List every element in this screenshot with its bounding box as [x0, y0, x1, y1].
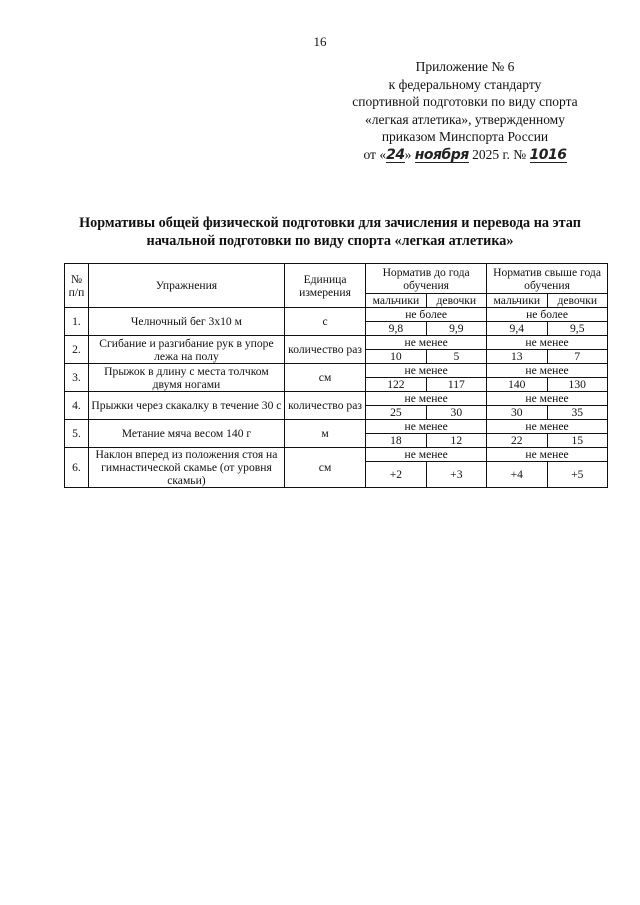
date-mid: »: [404, 146, 412, 162]
header-boys-after: мальчики: [487, 294, 547, 308]
row-exercise: Наклон вперед из положения стоя на гимнастической скамье (от уровня скамьи): [88, 448, 284, 488]
header-unit: Единица измерения: [284, 264, 365, 308]
row-condition-before: не менее: [366, 420, 487, 434]
table-row: [65, 308, 608, 322]
row-exercise: Сгибание и разгибание рук в упоре лежа на полу: [88, 336, 284, 364]
appendix-line-5: приказом Минспорта России: [381, 129, 549, 144]
row-condition-before: не менее: [366, 392, 487, 406]
value-girls-before: 5: [426, 350, 486, 364]
row-unit: с: [284, 308, 365, 336]
appendix-line-3: спортивной подготовки по виду спорта: [352, 94, 578, 109]
value-girls-after: 15: [547, 434, 608, 448]
row-num: 5.: [65, 420, 89, 448]
handwritten-order-number: 1016: [529, 146, 567, 163]
header-row: [65, 264, 608, 294]
document-title: [40, 214, 620, 250]
norms-table: [64, 263, 608, 488]
row-condition-after: не более: [487, 308, 608, 322]
row-unit: см: [284, 448, 365, 488]
row-unit: количество раз: [284, 392, 365, 420]
title-line-2: начальной подготовки по виду спорта «легкая атлетика»: [146, 233, 514, 249]
row-condition-before: не менее: [366, 364, 487, 378]
value-boys-after: 13: [487, 350, 547, 364]
header-num: № п/п: [65, 264, 89, 308]
value-girls-before: 30: [426, 406, 486, 420]
row-unit: количество раз: [284, 336, 365, 364]
row-exercise: Прыжок в длину с места толчком двумя ногами: [88, 364, 284, 392]
order-date-line: [330, 146, 600, 164]
header-exercise: Упражнения: [88, 264, 284, 308]
value-boys-before: 122: [366, 378, 426, 392]
appendix-line-1: Приложение № 6: [415, 59, 515, 74]
value-girls-after: 35: [547, 406, 608, 420]
row-num: 6.: [65, 448, 89, 488]
date-prefix: от «: [363, 146, 387, 162]
row-condition-before: не менее: [366, 336, 487, 350]
page-number: 16: [313, 34, 327, 49]
value-girls-before: 117: [426, 378, 486, 392]
header-before-year: Норматив до года обучения: [366, 264, 487, 294]
value-girls-after: 9,5: [547, 322, 608, 336]
table-row: [65, 420, 608, 434]
header-girls-before: девочки: [426, 294, 486, 308]
appendix-line-4: «легкая атлетика», утвержденному: [365, 111, 565, 127]
appendix-line-2: к федеральному стандарту: [388, 76, 542, 92]
value-boys-after: +4: [487, 462, 547, 488]
value-boys-before: 18: [366, 434, 426, 448]
value-boys-before: 9,8: [366, 322, 426, 336]
row-condition-before: не менее: [366, 448, 487, 462]
date-year: 2025 г. №: [472, 146, 527, 162]
row-condition-after: не менее: [487, 420, 608, 434]
handwritten-month: ноября: [414, 146, 469, 163]
value-girls-after: 130: [547, 378, 608, 392]
row-num: 4.: [65, 392, 89, 420]
header-girls-after: девочки: [547, 294, 608, 308]
value-girls-after: +5: [547, 462, 608, 488]
value-boys-after: 140: [487, 378, 547, 392]
row-condition-before: не более: [366, 308, 487, 322]
value-boys-before: 25: [366, 406, 426, 420]
value-boys-after: 22: [487, 434, 547, 448]
value-boys-after: 30: [487, 406, 547, 420]
row-num: 3.: [65, 364, 89, 392]
row-unit: см: [284, 364, 365, 392]
row-condition-after: не менее: [487, 392, 608, 406]
value-girls-after: 7: [547, 350, 608, 364]
table-row: [65, 336, 608, 350]
table-row: [65, 364, 608, 378]
value-girls-before: 9,9: [426, 322, 486, 336]
header-after-year: Норматив свыше года обучения: [487, 264, 608, 294]
row-condition-after: не менее: [487, 448, 608, 462]
row-exercise: Челночный бег 3х10 м: [88, 308, 284, 336]
appendix-block: [330, 58, 600, 163]
table-row: [65, 448, 608, 462]
value-boys-before: 10: [366, 350, 426, 364]
row-num: 1.: [65, 308, 89, 336]
value-boys-before: +2: [366, 462, 426, 488]
value-girls-before: 12: [426, 434, 486, 448]
row-num: 2.: [65, 336, 89, 364]
header-boys-before: мальчики: [366, 294, 426, 308]
handwritten-day: 24: [386, 146, 405, 163]
row-condition-after: не менее: [487, 364, 608, 378]
row-condition-after: не менее: [487, 336, 608, 350]
row-exercise: Метание мяча весом 140 г: [88, 420, 284, 448]
table-row: [65, 392, 608, 406]
value-boys-after: 9,4: [487, 322, 547, 336]
title-line-1: Нормативы общей физической подготовки для зачисления и перевода на этап: [79, 215, 581, 231]
row-exercise: Прыжки через скакалку в течение 30 с: [88, 392, 284, 420]
value-girls-before: +3: [426, 462, 486, 488]
row-unit: м: [284, 420, 365, 448]
